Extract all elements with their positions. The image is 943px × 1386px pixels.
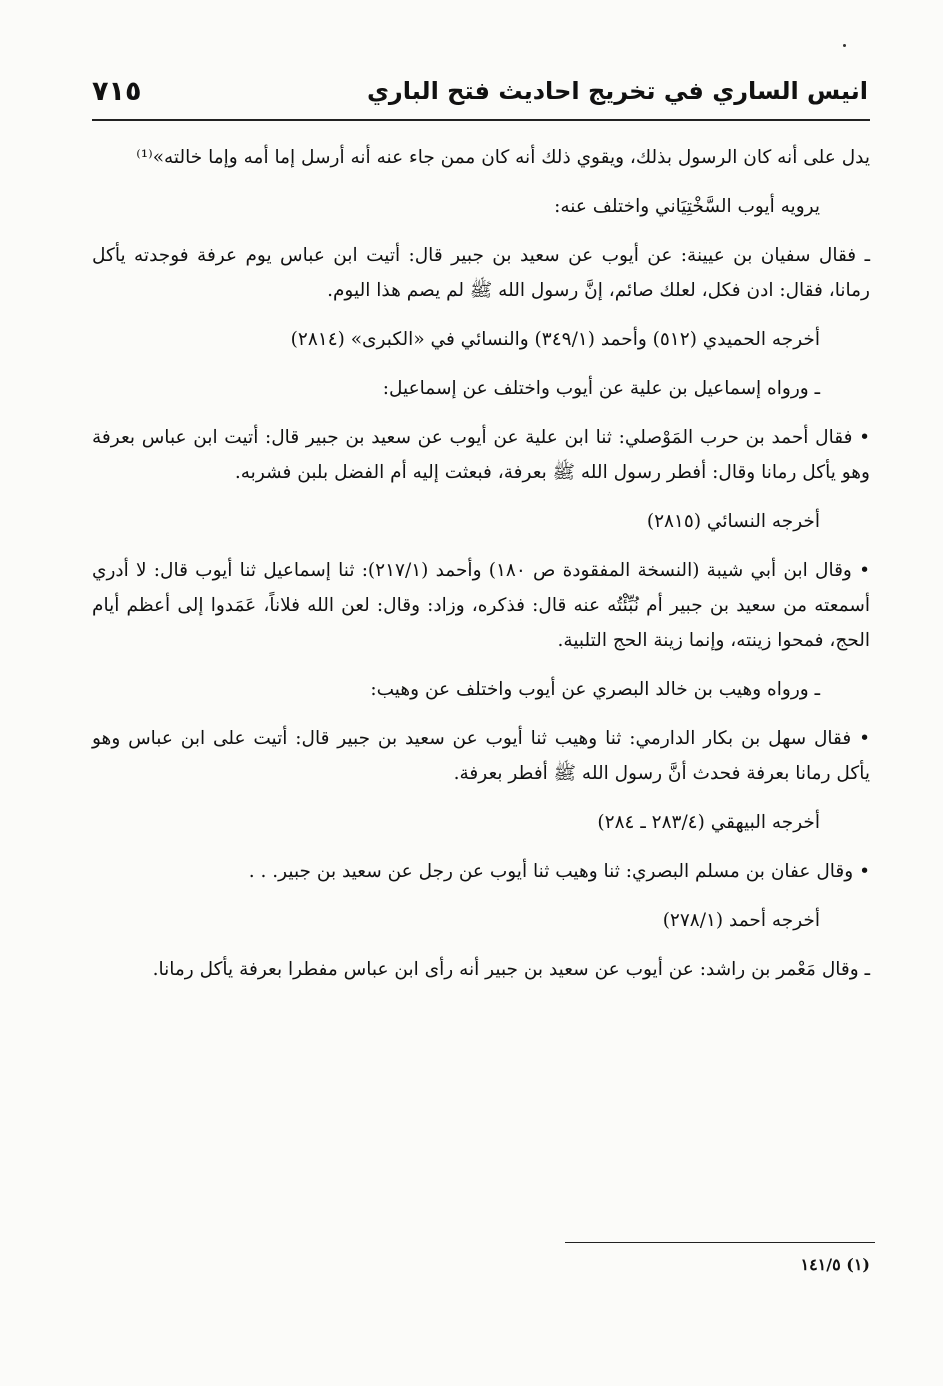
footnote-rule <box>565 1242 875 1243</box>
citation: أخرجه أحمد (٢٧٨/١) <box>662 910 820 931</box>
main-text <box>92 140 870 1001</box>
running-title: انيس الساري في تخريج احاديث فتح الباري <box>366 77 868 105</box>
citation: أخرجه النسائي (٢٨١٥) <box>646 511 820 532</box>
scan-speck <box>843 44 846 47</box>
paragraph: • وقال عفان بن مسلم البصري: ثنا وهيب ثنا أيوب عن رجل عن سعيد بن جبير. . . <box>248 861 870 882</box>
paragraph-intro: يرويه أيوب السَّخْتِيَاني واختلف عنه: <box>554 196 820 217</box>
paragraph: • فقال أحمد بن حرب المَوْصلي: ثنا ابن علية عن أيوب عن سعيد بن جبير قال: أتيت ابن عباس بعرفة وهو يأكل رمانا وقال: أفطر رسول الله ﷺ بعرفة، فبعثت إليه أم الفضل بلبن فشربه. <box>92 427 870 483</box>
paragraph: يدل على أنه كان الرسول بذلك، ويقوي ذلك أنه كان ممن جاء عنه أنه أرسل إما أمه وإما خالته»⁽¹⁾ <box>136 147 870 168</box>
page-header <box>92 70 868 112</box>
paragraph: ـ فقال سفيان بن عيينة: عن أيوب عن سعيد بن جبير قال: أتيت ابن عباس يوم عرفة فوجدته يأكل رمانا، فقال: ادن فكل، لعلك صائم، إنَّ رسول الله ﷺ لم يصم هذا اليوم. <box>92 245 870 301</box>
paragraph: • فقال سهل بن بكار الدارمي: ثنا وهيب ثنا أيوب عن سعيد بن جبير قال: أتيت على ابن عباس وهو يأكل رمانا بعرفة فحدث أنَّ رسول الله ﷺ أفطر بعرفة. <box>92 728 870 784</box>
header-rule <box>92 119 870 121</box>
paragraph-intro: ـ ورواه إسماعيل بن علية عن أيوب واختلف عن إسماعيل: <box>382 378 820 399</box>
paragraph-intro: ـ ورواه وهيب بن خالد البصري عن أيوب واختلف عن وهيب: <box>370 679 820 700</box>
citation: أخرجه الحميدي (٥١٢) وأحمد (٣٤٩/١) والنسائي في «الكبرى» (٢٨١٤) <box>290 329 820 350</box>
citation: أخرجه البيهقي (٢٨٣/٤ ـ ٢٨٤) <box>597 812 820 833</box>
page-number: ٧١٥ <box>92 75 142 107</box>
paragraph: ـ وقال مَعْمر بن راشد: عن أيوب عن سعيد بن جبير أنه رأى ابن عباس مفطرا بعرفة يأكل رمانا. <box>152 959 870 980</box>
footnote: (١) ١٤١/٥ <box>800 1255 870 1274</box>
paragraph: • وقال ابن أبي شيبة (النسخة المفقودة ص ١٨٠) وأحمد (٢١٧/١): ثنا إسماعيل ثنا أيوب قال: لا أدري أسمعته من سعيد بن جبير أم نُبِّئْتُه عنه قال: فذكره، وزاد: وقال: لعن الله فلاناً، عَمَدوا إلى أعظم أيام الحج، فمحوا زينته، وإنما زينة الحج التلبية. <box>92 560 870 651</box>
